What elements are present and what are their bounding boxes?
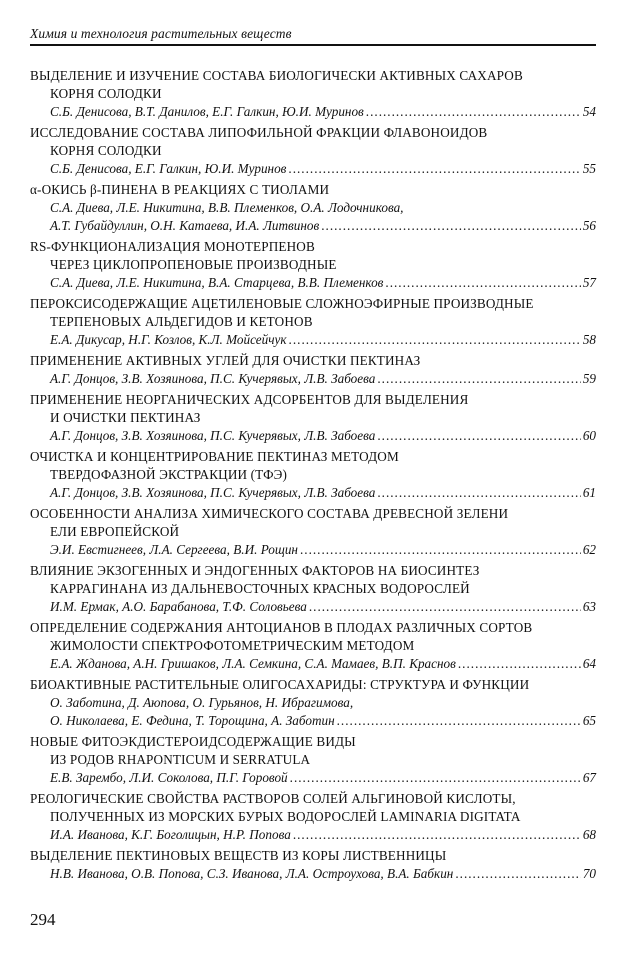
entry-authors bbox=[30, 331, 596, 349]
entry-authors bbox=[30, 370, 596, 388]
entry-title-line: α-ОКИСЬ β-ПИНЕНА В РЕАКЦИЯХ С ТИОЛАМИ bbox=[30, 182, 330, 197]
entry-title bbox=[30, 391, 596, 427]
entry-title-line: ЧЕРЕЗ ЦИКЛОПРОПЕНОВЫЕ ПРОИЗВОДНЫЕ bbox=[50, 257, 337, 272]
toc-entry bbox=[30, 733, 596, 787]
entry-title bbox=[30, 448, 596, 484]
dot-leader bbox=[366, 103, 581, 121]
entry-authors bbox=[30, 826, 596, 844]
author-names: С.Б. Денисова, Е.Г. Галкин, Ю.И. Муринов bbox=[50, 161, 287, 176]
author-names: О. Николаева, Е. Федина, Т. Торощина, А. Заботин bbox=[50, 713, 335, 728]
entry-title bbox=[30, 676, 596, 694]
dot-leader bbox=[300, 541, 581, 559]
toc-entry bbox=[30, 790, 596, 844]
entry-title-line: ПРИМЕНЕНИЕ НЕОРГАНИЧЕСКИХ АДСОРБЕНТОВ ДЛЯ ВЫДЕЛЕНИЯ bbox=[30, 392, 469, 407]
entry-title-line: RS-ФУНКЦИОНАЛИЗАЦИЯ МОНОТЕРПЕНОВ bbox=[30, 239, 315, 254]
author-names: Э.И. Евстигнеев, Л.А. Сергеева, В.И. Рощин bbox=[50, 542, 298, 557]
author-names: Н.В. Иванова, О.В. Попова, С.З. Иванова, Л.А. Остроухова, В.А. Бабкин bbox=[50, 866, 454, 881]
toc-entry bbox=[30, 505, 596, 559]
page-number: 294 bbox=[30, 910, 56, 929]
dot-leader bbox=[321, 217, 581, 235]
entry-authors bbox=[30, 712, 596, 730]
entry-title-line: КАРРАГИНАНА ИЗ ДАЛЬНЕВОСТОЧНЫХ КРАСНЫХ ВОДОРОСЛЕЙ bbox=[50, 581, 470, 596]
entry-authors bbox=[30, 769, 596, 787]
author-names: Е.А. Жданова, А.Н. Гришаков, Л.А. Семкина, С.А. Мамаев, В.П. Краснов bbox=[50, 656, 456, 671]
entry-title bbox=[30, 619, 596, 655]
entry-authors bbox=[30, 160, 596, 178]
entry-authors bbox=[30, 217, 596, 235]
entry-title-line: ИССЛЕДОВАНИЕ СОСТАВА ЛИПОФИЛЬНОЙ ФРАКЦИИ ФЛАВОНОИДОВ bbox=[30, 125, 488, 140]
toc-entry bbox=[30, 181, 596, 235]
dot-leader bbox=[377, 427, 580, 445]
toc-entry bbox=[30, 448, 596, 502]
entry-title-line: ТВЕРДОФАЗНОЙ ЭКСТРАКЦИИ (ТФЭ) bbox=[50, 467, 288, 482]
entry-title bbox=[30, 847, 596, 865]
dot-leader bbox=[293, 826, 581, 844]
entry-page-number: 55 bbox=[582, 161, 596, 176]
entry-page-number: 58 bbox=[582, 332, 596, 347]
author-names: С.А. Диева, Л.Е. Никитина, В.А. Старцева, В.В. Племенков bbox=[50, 275, 384, 290]
running-header: Химия и технология растительных веществ bbox=[30, 26, 292, 41]
entry-title-line: ПЕРОКСИСОДЕРЖАЩИЕ АЦЕТИЛЕНОВЫЕ СЛОЖНОЭФИРНЫЕ ПРОИЗВОДНЫЕ bbox=[30, 296, 534, 311]
entry-title bbox=[30, 67, 596, 103]
entry-authors bbox=[30, 655, 596, 673]
entry-authors bbox=[30, 598, 596, 616]
entry-page-number: 62 bbox=[582, 542, 596, 557]
header-rule bbox=[30, 44, 596, 46]
author-names: Е.В. Зарембо, Л.И. Соколова, П.Г. Горовой bbox=[50, 770, 288, 785]
entry-authors bbox=[30, 274, 596, 292]
entry-title bbox=[30, 505, 596, 541]
dot-leader bbox=[377, 370, 580, 388]
entry-page-number: 64 bbox=[582, 656, 596, 671]
dot-leader bbox=[455, 865, 580, 883]
entry-title bbox=[30, 790, 596, 826]
dot-leader bbox=[290, 769, 581, 787]
entry-authors bbox=[30, 484, 596, 502]
entry-title bbox=[30, 733, 596, 769]
entry-page-number: 60 bbox=[582, 428, 596, 443]
entry-title bbox=[30, 238, 596, 274]
entry-title-line: ВЛИЯНИЕ ЭКЗОГЕННЫХ И ЭНДОГЕННЫХ ФАКТОРОВ НА БИОСИНТЕЗ bbox=[30, 563, 480, 578]
entry-authors: С.А. Диева, Л.Е. Никитина, В.В. Племенков, О.А. Лодочникова, bbox=[50, 200, 404, 215]
entry-title-line: РЕОЛОГИЧЕСКИЕ СВОЙСТВА РАСТВОРОВ СОЛЕЙ АЛЬГИНОВОЙ КИСЛОТЫ, bbox=[30, 791, 516, 806]
entry-page-number: 67 bbox=[582, 770, 596, 785]
author-names: А.Т. Губайдуллин, О.Н. Катаева, И.А. Литвинов bbox=[50, 218, 320, 233]
entry-title-line: ОСОБЕННОСТИ АНАЛИЗА ХИМИЧЕСКОГО СОСТАВА ДРЕВЕСНОЙ ЗЕЛЕНИ bbox=[30, 506, 509, 521]
toc-entry bbox=[30, 619, 596, 673]
entry-page-number: 70 bbox=[582, 866, 596, 881]
entry-title-line: ПРИМЕНЕНИЕ АКТИВНЫХ УГЛЕЙ ДЛЯ ОЧИСТКИ ПЕКТИНАЗ bbox=[30, 353, 421, 368]
dot-leader bbox=[385, 274, 580, 292]
entry-page-number: 59 bbox=[582, 371, 596, 386]
entry-title-line: ВЫДЕЛЕНИЕ ПЕКТИНОВЫХ ВЕЩЕСТВ ИЗ КОРЫ ЛИСТВЕННИЦЫ bbox=[30, 848, 447, 863]
entry-title-line: ОЧИСТКА И КОНЦЕНТРИРОВАНИЕ ПЕКТИНАЗ МЕТОДОМ bbox=[30, 449, 399, 464]
author-names: А.Г. Донцов, З.В. Хозяинова, П.С. Кучерявых, Л.В. Забоева bbox=[50, 371, 376, 386]
entry-authors: О. Заботина, Д. Аюпова, О. Гурьянов, Н. Ибрагимова, bbox=[50, 695, 354, 710]
toc-entry bbox=[30, 238, 596, 292]
entry-page-number: 56 bbox=[582, 218, 596, 233]
author-names: И.М. Ермак, А.О. Барабанова, Т.Ф. Соловьева bbox=[50, 599, 307, 614]
toc-entry bbox=[30, 391, 596, 445]
toc-entry bbox=[30, 67, 596, 121]
entry-page-number: 54 bbox=[582, 104, 596, 119]
entry-title-line: ЖИМОЛОСТИ СПЕКТРОФОТОМЕТРИЧЕСКИМ МЕТОДОМ bbox=[50, 638, 415, 653]
toc-entry bbox=[30, 124, 596, 178]
entry-title-line: НОВЫЕ ФИТОЭКДИСТЕРОИДСОДЕРЖАЩИЕ ВИДЫ bbox=[30, 734, 356, 749]
author-names: А.Г. Донцов, З.В. Хозяинова, П.С. Кучерявых, Л.В. Забоева bbox=[50, 485, 376, 500]
entry-title-line: ПОЛУЧЕННЫХ ИЗ МОРСКИХ БУРЫХ ВОДОРОСЛЕЙ LAMINARIA DIGITATA bbox=[50, 809, 521, 824]
entry-title-line: ОПРЕДЕЛЕНИЕ СОДЕРЖАНИЯ АНТОЦИАНОВ В ПЛОДАХ РАЗЛИЧНЫХ СОРТОВ bbox=[30, 620, 533, 635]
entry-page-number: 68 bbox=[582, 827, 596, 842]
toc-entry bbox=[30, 562, 596, 616]
toc-entry bbox=[30, 676, 596, 730]
entry-title bbox=[30, 295, 596, 331]
toc-entry bbox=[30, 847, 596, 883]
table-of-contents bbox=[30, 67, 596, 886]
entry-page-number: 61 bbox=[582, 485, 596, 500]
entry-authors bbox=[30, 865, 596, 883]
entry-authors bbox=[30, 103, 596, 121]
dot-leader bbox=[289, 331, 581, 349]
dot-leader bbox=[337, 712, 581, 730]
entry-authors bbox=[30, 427, 596, 445]
entry-title-line: ТЕРПЕНОВЫХ АЛЬДЕГИДОВ И КЕТОНОВ bbox=[50, 314, 313, 329]
entry-title bbox=[30, 124, 596, 160]
entry-title-line: КОРНЯ СОЛОДКИ bbox=[50, 86, 162, 101]
entry-page-number: 63 bbox=[582, 599, 596, 614]
entry-title-line: БИОАКТИВНЫЕ РАСТИТЕЛЬНЫЕ ОЛИГОСАХАРИДЫ: СТРУКТУРА И ФУНКЦИИ bbox=[30, 677, 530, 692]
entry-authors bbox=[30, 541, 596, 559]
entry-title-line: И ОЧИСТКИ ПЕКТИНАЗ bbox=[50, 410, 201, 425]
toc-entry bbox=[30, 352, 596, 388]
entry-page-number: 65 bbox=[582, 713, 596, 728]
entry-title-line: КОРНЯ СОЛОДКИ bbox=[50, 143, 162, 158]
entry-title-line: ИЗ РОДОВ RHAPONTICUM И SERRATULA bbox=[50, 752, 311, 767]
author-names: С.Б. Денисова, В.Т. Данилов, Е.Г. Галкин, Ю.И. Муринов bbox=[50, 104, 364, 119]
entry-title-line: ВЫДЕЛЕНИЕ И ИЗУЧЕНИЕ СОСТАВА БИОЛОГИЧЕСКИ АКТИВНЫХ САХАРОВ bbox=[30, 68, 523, 83]
author-names: И.А. Иванова, К.Г. Боголицын, Н.Р. Попова bbox=[50, 827, 291, 842]
dot-leader bbox=[377, 484, 580, 502]
author-names: Е.А. Дикусар, Н.Г. Козлов, К.Л. Мойсейчук bbox=[50, 332, 287, 347]
entry-title bbox=[30, 352, 596, 370]
dot-leader bbox=[458, 655, 581, 673]
author-names: А.Г. Донцов, З.В. Хозяинова, П.С. Кучерявых, Л.В. Забоева bbox=[50, 428, 376, 443]
entry-title bbox=[30, 181, 596, 199]
dot-leader bbox=[309, 598, 581, 616]
entry-page-number: 57 bbox=[582, 275, 596, 290]
dot-leader bbox=[288, 160, 580, 178]
toc-entry bbox=[30, 295, 596, 349]
entry-title-line: ЕЛИ ЕВРОПЕЙСКОЙ bbox=[50, 524, 180, 539]
entry-title bbox=[30, 562, 596, 598]
